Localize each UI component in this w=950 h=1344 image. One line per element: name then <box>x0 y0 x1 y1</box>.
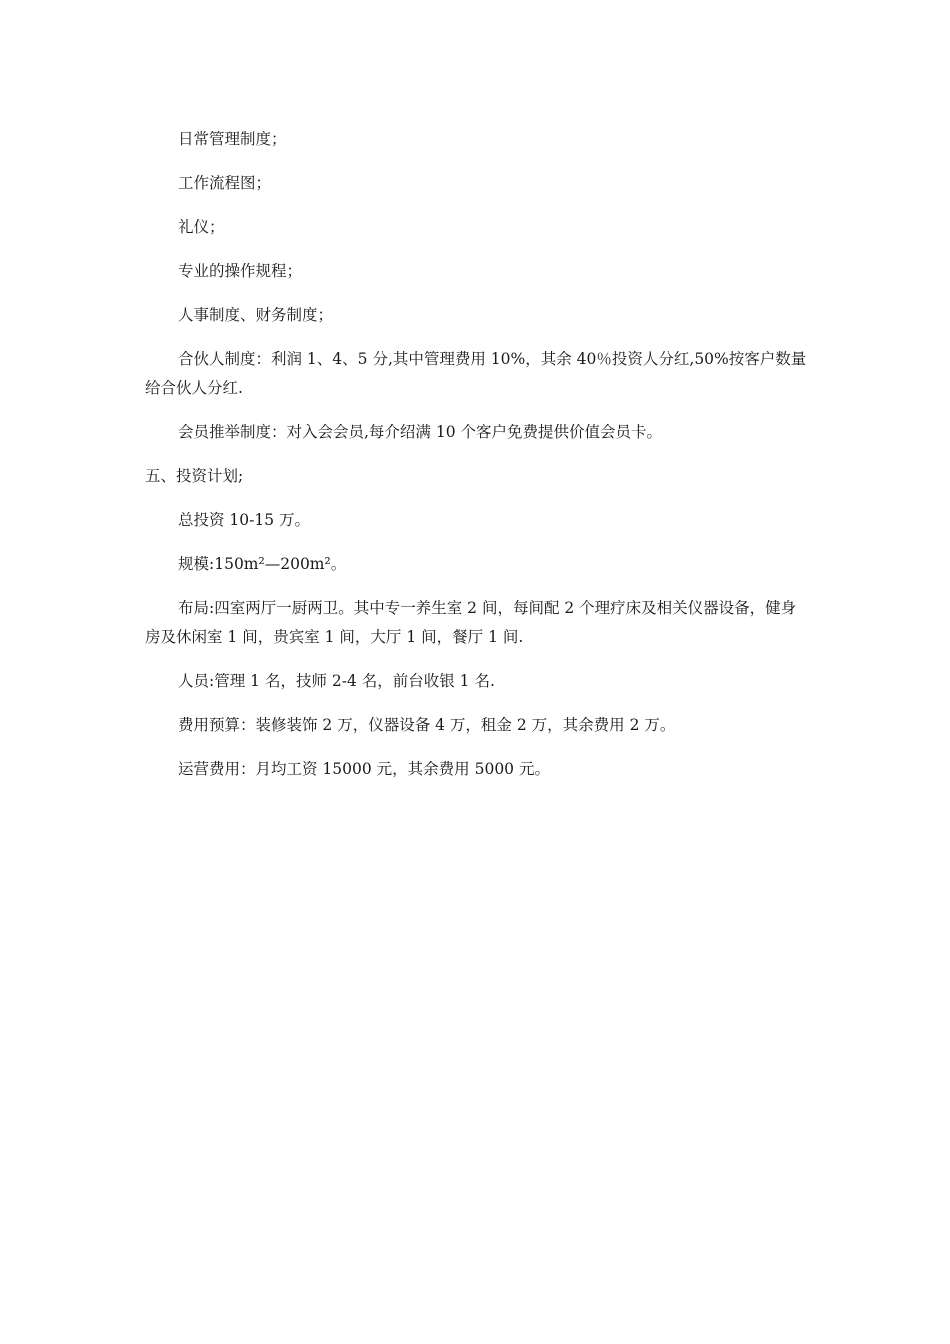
paragraph-workflow-chart: 工作流程图； <box>178 174 272 192</box>
paragraph-total-investment: 总投资 10-15 万。 <box>178 511 311 529</box>
paragraph-partner-system: 合伙人制度：利润 1、4、5 分,其中管理费用 10%，其余 40％投资人分红,50%按客户数量给合伙人分红. <box>145 350 807 397</box>
section-heading-investment-plan: 五、投资计划; <box>145 467 244 485</box>
paragraph-operating-costs: 运营费用：月均工资 15000 元，其余费用 5000 元。 <box>178 760 550 778</box>
paragraph-staff: 人员:管理 1 名，技师 2-4 名，前台收银 1 名. <box>178 672 495 690</box>
paragraph-hr-finance: 人事制度、财务制度； <box>178 306 334 324</box>
paragraph-daily-management: 日常管理制度； <box>178 130 287 148</box>
paragraph-etiquette: 礼仪； <box>178 218 225 236</box>
document-body <box>145 125 810 799</box>
paragraph-layout: 布局:四室两厅一厨两卫。其中专一养生室 2 间，每间配 2 个理疗床及相关仪器设备，健身房及休闲室 1 间，贵宾室 1 间，大厅 1 间，餐厅 1 间. <box>145 599 797 646</box>
paragraph-operating-procedures: 专业的操作规程； <box>178 262 303 280</box>
paragraph-scale: 规模:150m²—200m²。 <box>178 555 347 573</box>
paragraph-member-referral: 会员推举制度：对入会会员,每介绍满 10 个客户免费提供价值会员卡。 <box>178 423 663 441</box>
paragraph-budget: 费用预算：装修装饰 2 万，仪器设备 4 万，租金 2 万，其余费用 2 万。 <box>178 716 676 734</box>
